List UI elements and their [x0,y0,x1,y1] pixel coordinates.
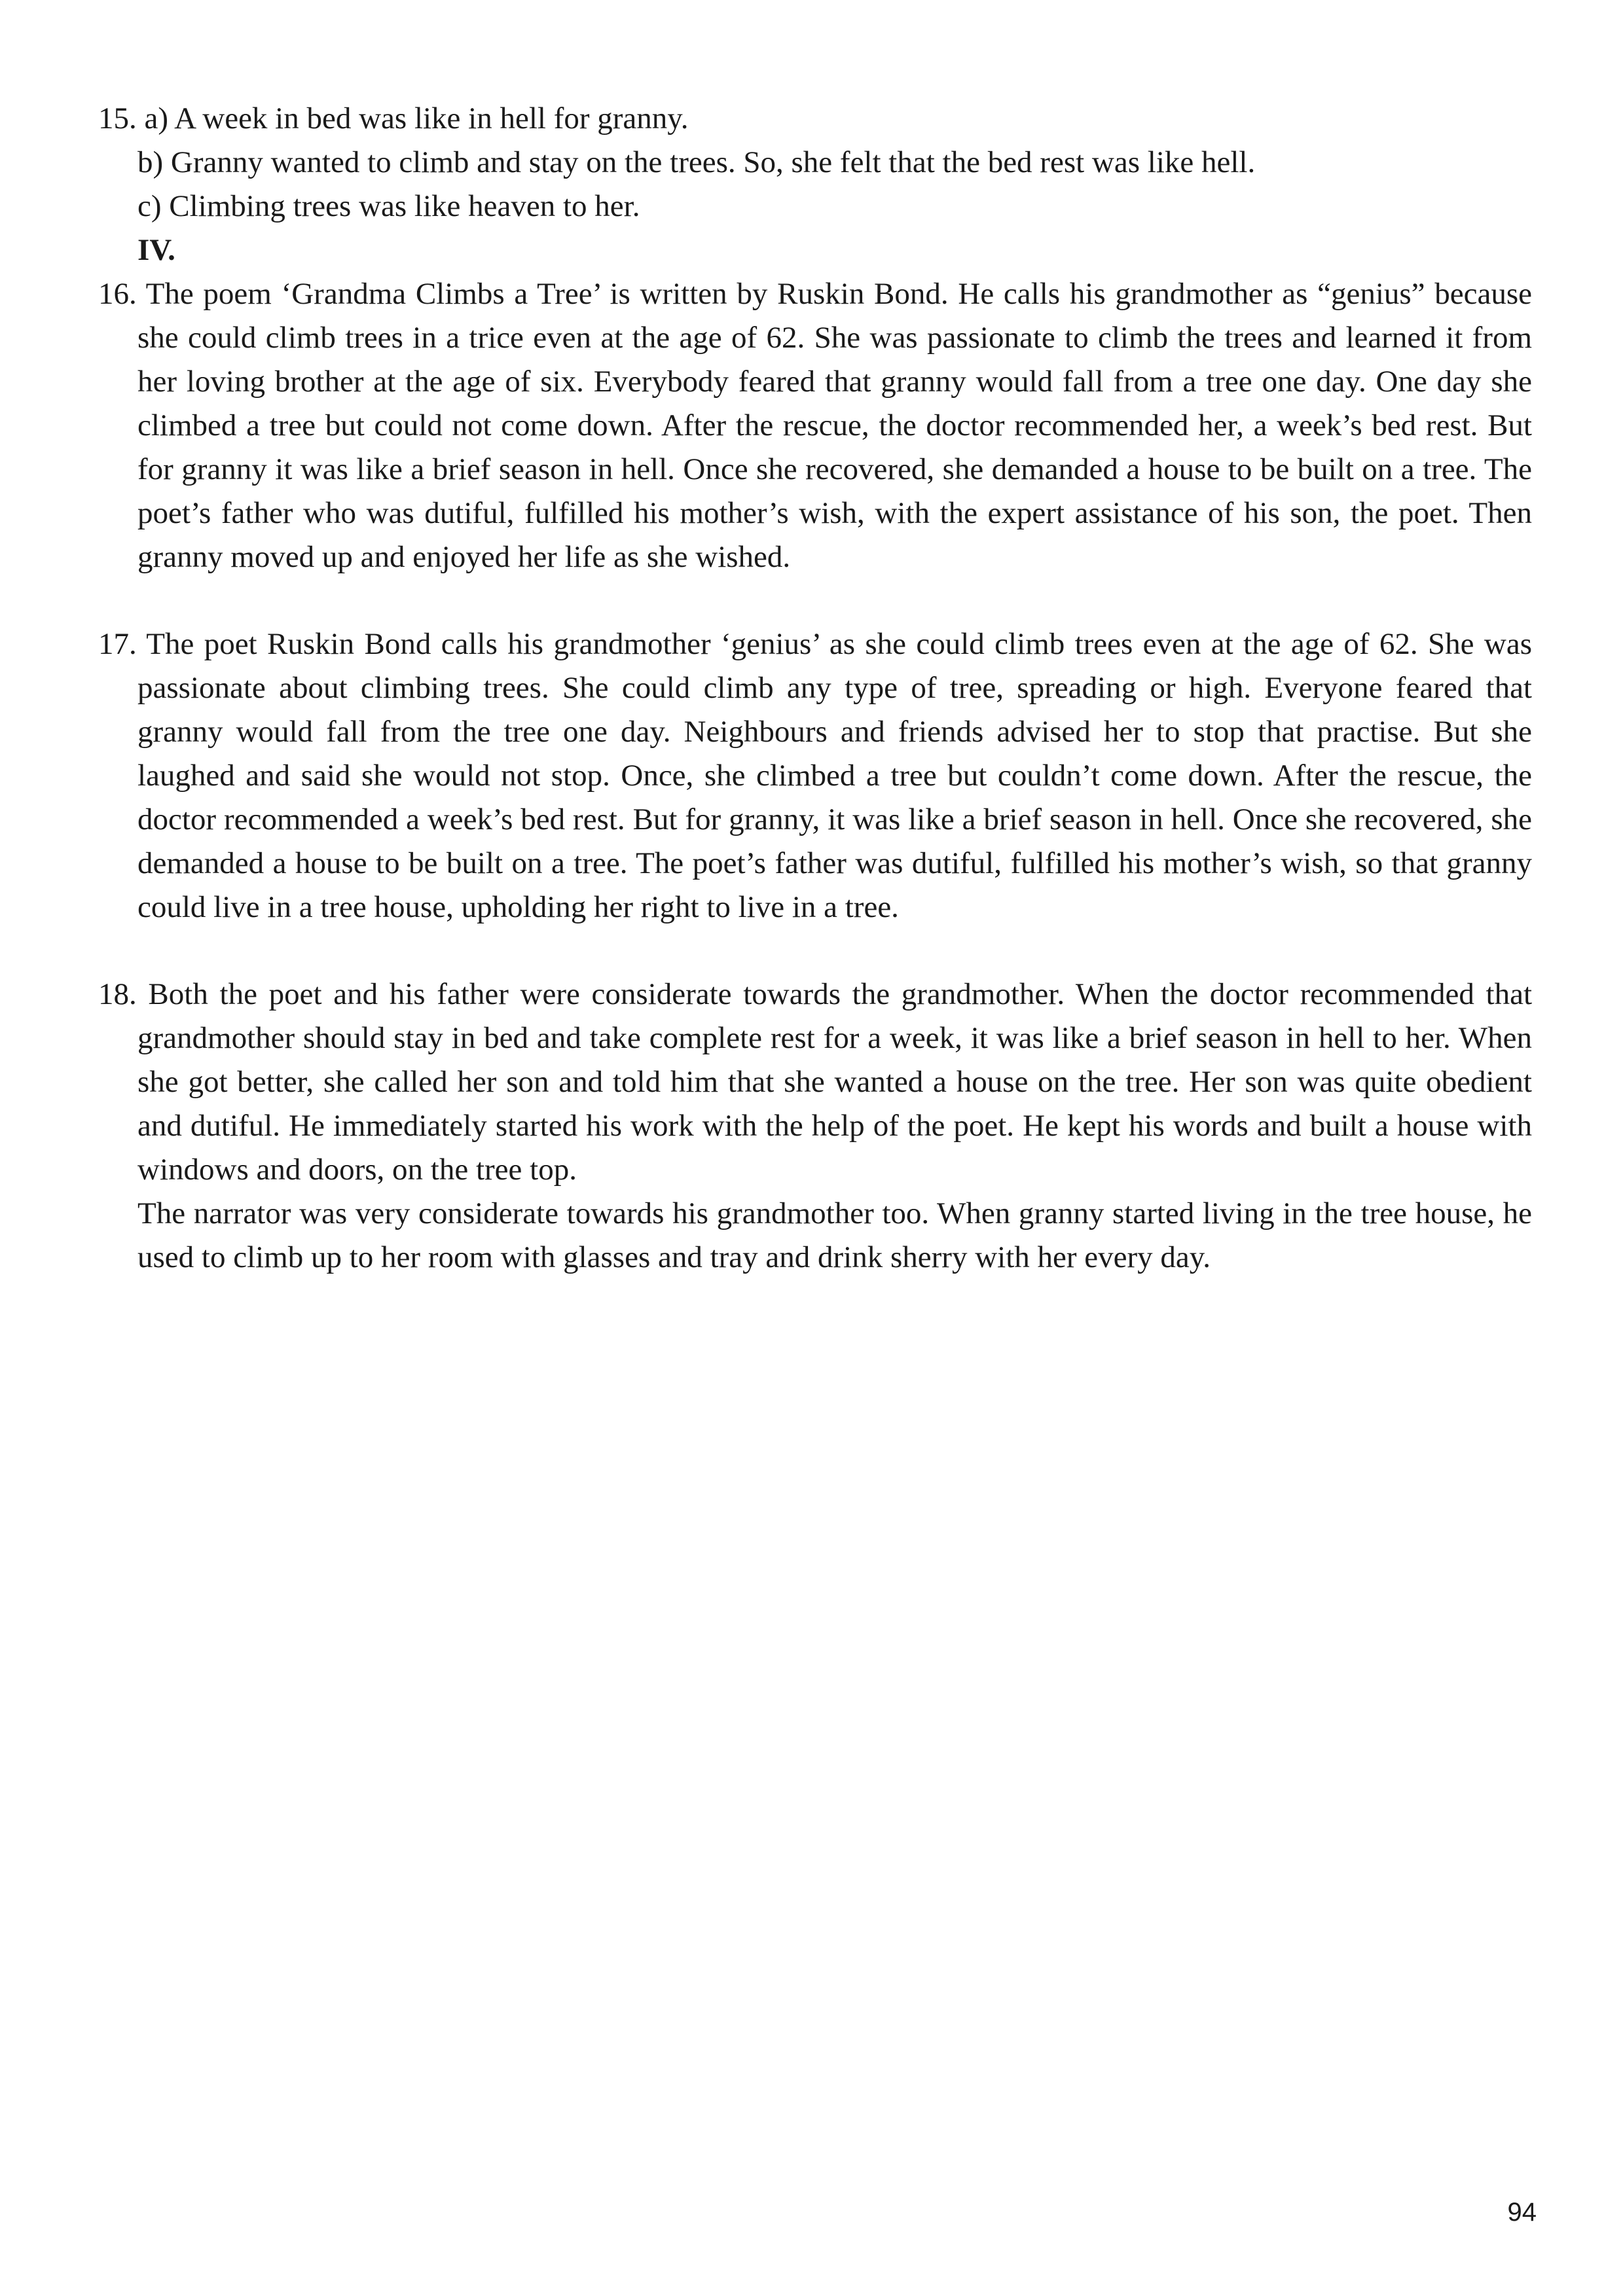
answer-16: 16. The poem ‘Grandma Climbs a Tree’ is written by Ruskin Bond. He calls his grandmother as “genius” because she could climb trees in a trice even at the age of 62. She was passionate to climb the trees and learned it from her loving brother at the age of six. Everybody feared that granny would fall from a tree one day. One day she climbed a tree but could not come down. After the rescue, the doctor recommended her, a week’s bed rest. But for granny it was like a brief season in hell. Once she recovered, she demanded a house to be built on a tree. The poet’s father who was dutiful, fulfilled his mother’s wish, with the expert assistance of his son, the poet. Then granny moved up and enjoyed her life as she wished. [98,277,1532,574]
spacer [98,929,1532,973]
answer-15b: b) Granny wanted to climb and stay on the trees. So, she felt that the bed rest was like hell. [137,145,1256,179]
answer-18-paragraph-2: The narrator was very considerate towards his grandmother too. When granny started living in the tree house, he used to climb up to her room with glasses and tray and drink sherry with her every day. [137,1196,1532,1274]
answer-15c: c) Climbing trees was like heaven to her. [137,189,640,223]
spacer [98,579,1532,622]
document-body [98,97,1532,1280]
page-number: 94 [1507,2198,1537,2227]
answer-15a: 15. a) A week in bed was like in hell for granny. [98,101,689,135]
answer-17: 17. The poet Ruskin Bond calls his grandmother ‘genius’ as she could climb trees even at the age of 62. She was passionate about climbing trees. She could climb any type of tree, spreading or high. Everyone feared that granny would fall from the tree one day. Neighbours and friends advised her to stop that practise. But she laughed and said she would not stop. Once, she climbed a tree but couldn’t come down. After the rescue, the doctor recommended a week’s bed rest. But for granny, it was like a brief season in hell. Once she recovered, she demanded a house to be built on a tree. The poet’s father was dutiful, fulfilled his mother’s wish, so that granny could live in a tree house, upholding her right to live in a tree. [98,627,1532,924]
section-heading: IV. [137,233,175,267]
answer-18-paragraph-1: 18. Both the poet and his father were considerate towards the grandmother. When the doctor recommended that grandmother should stay in bed and take complete rest for a week, it was like a brief season in hell to her. When she got better, she called her son and told him that she wanted a house on the tree. Her son was quite obedient and dutiful. He immediately started his work with the help of the poet. He kept his words and built a house with windows and doors, on the tree top. [98,977,1532,1187]
